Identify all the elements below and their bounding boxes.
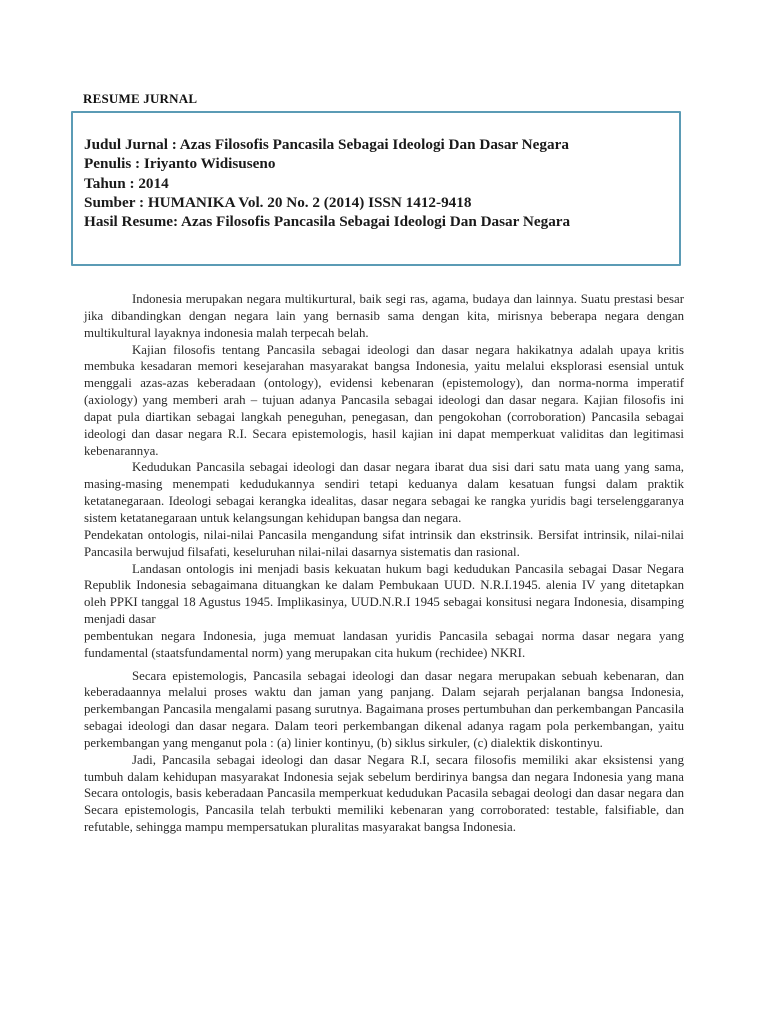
paragraph-kajian: Kajian filosofis tentang Pancasila sebagai ideologi dan dasar negara hakikatnya adalah upaya kritis membuka kesadaran memori kesejarahan masyarakat bangsa Indonesia, yaitu melalui eksplorasi esensial untuk menggali azas-azas keberadaan (ontology), evidensi kebenaran (epistemology), dan norma-norma imperatif (axiology) yang memberi arah – tujuan adanya Pancasila sebagai ideologi dan dasar negara. Kajian filosofis ini dapat pula diartikan sebagai langkah peneguhan, penegasan, dan pengokohan (corroboration) Pancasila sebagai ideologi dan dasar negara R.I. Secara epistemologis, hasil kajian ini dapat memperkuat validitas dan legitimasi kebenarannya. [84, 342, 684, 458]
paragraph-intro: Indonesia merupakan negara multikurtural, baik segi ras, agama, budaya dan lainnya. Suatu prestasi besar jika dibandingkan dengan negara lain yang bernasib sama dengan kita, mirisnya beberapa negara dengan multikultural layaknya indonesia malah terpecah belah. [84, 292, 684, 340]
paragraph-kesimpulan: Jadi, Pancasila sebagai ideologi dan dasar Negara R.I, secara filosofis memiliki akar eksistensi yang tumbuh dalam kehidupan masyarakat Indonesia sejak sebelum berdirinya bangsa dan negara Indonesia yang mana Secara ontologis, basis keberadaan Pancasila memperkuat kedudukan Pacasila sebagai deologi dan dasar negara dan Secara epistemologis, Pancasila telah terbukti memiliki kebenaran yang corroborated: testable, falsifiable, dan refutable, sehingga mampu mempersatukan pluralitas masyarakat bangsa Indonesia. [84, 752, 684, 835]
journal-year: Tahun : 2014 [84, 174, 169, 192]
journal-source: Sumber : HUMANIKA Vol. 20 No. 2 (2014) ISSN 1412-9418 [84, 193, 472, 211]
journal-resume-title: Hasil Resume: Azas Filosofis Pancasila Sebagai Ideologi Dan Dasar Negara [84, 213, 571, 231]
paragraph-landasan: Landasan ontologis ini menjadi basis kekuatan hukum bagi kedudukan Pancasila sebagai Dasar Negara Republik Indonesia sebagaimana dituangkan ke dalam Pembukaan UUD. N.R.I.1945. alenia IV yang ditetapkan oleh PPKI tanggal 18 Agustus 1945. Implikasinya, UUD.N.R.I 1945 sebagai konsitusi negara Indonesia, disamping menjadi dasar [84, 561, 684, 627]
paragraph-epistemologis: Secara epistemologis, Pancasila sebagai ideologi dan dasar negara merupakan sebuah kebenaran, dan keberadaannya melalui proses waktu dan jaman yang panjang. Dalam sejarah perjalanan bangsa Indonesia, perkembangan Pancasila mengalami pasang surutnya. Bagaimana proses pertumbuhan dan perkembangan Pancasila sebagai ideologi dan dasar negara. Dalam teori perkembangan dikenal adanya ragam pola perkembangan, yaitu perkembangan yang menganut pola : (a) linier kontinyu, (b) siklus sirkuler, (c) dialektik diskontinyu. [84, 668, 684, 750]
journal-author: Penulis : Iriyanto Widisuseno [84, 155, 276, 173]
journal-info-box [71, 111, 681, 266]
resume-body [84, 291, 684, 836]
paragraph-kedudukan: Kedudukan Pancasila sebagai ideologi dan dasar negara ibarat dua sisi dari satu mata uang yang sama, masing-masing menempati kedudukannya sendiri tetapi keduanya dalam kesatuan fungsi dalam praktik ketatanegaraan. Ideologi sebagai kerangka idealitas, dasar negara sebagai ke rangka yuridis bagi terselenggaranya sistem ketatanegaraan untuk kelangsungan kehidupan bangsa dan negara. [84, 460, 684, 525]
paragraph-pendekatan: Pendekatan ontologis, nilai-nilai Pancasila mengandung sifat intrinsik dan ekstrinsik. Bersifat intrinsik, nilai-nilai Pancasila berwujud filsafati, keseluruhan nilai-nilai dasarnya sistematis dan rasional. [84, 527, 684, 559]
journal-title: Judul Jurnal : Azas Filosofis Pancasila Sebagai Ideologi Dan Dasar Negara [84, 136, 569, 153]
paragraph-pembentukan: pembentukan negara Indonesia, juga memuat landasan yuridis Pancasila sebagai norma dasar negara yang fundamental (staatsfundamental norm) yang merupakan cita hukum (rechidee) NKRI. [84, 628, 684, 660]
document-heading: RESUME JURNAL [83, 91, 198, 106]
